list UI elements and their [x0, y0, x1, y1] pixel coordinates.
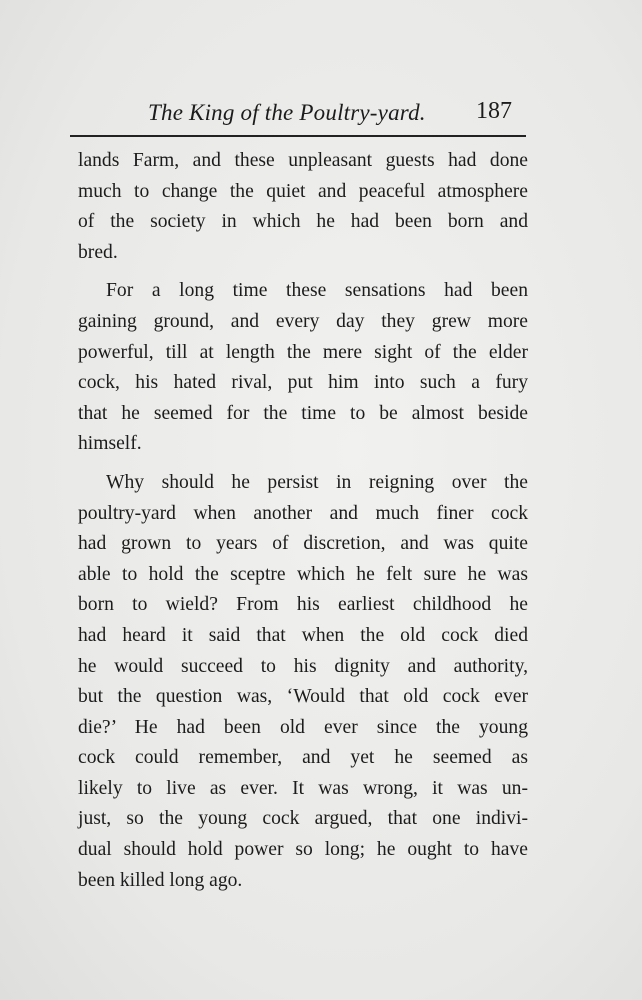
text-line: powerful, till at length the mere sight of the elder: [78, 341, 528, 363]
text-line: able to hold the sceptre which he felt sure he was: [78, 563, 528, 585]
page-number: 187: [476, 98, 512, 124]
text-line: himself.: [78, 433, 142, 455]
text-line: likely to live as ever. It was wrong, it was un-: [78, 777, 528, 799]
text-line: had heard it said that when the old cock died: [78, 624, 528, 646]
paragraph-gap: [78, 268, 528, 276]
text-line: Why should he persist in reigning over the: [106, 471, 528, 493]
paragraph-gap: [78, 460, 528, 468]
chapter-title: The King of the Poultry-yard.: [148, 100, 426, 125]
text-line: much to change the quiet and peaceful atmosphere: [78, 180, 528, 202]
text-line: had grown to years of discretion, and was quite: [78, 533, 528, 555]
text-line: poultry-yard when another and much finer cock: [78, 502, 528, 524]
text-line: cock could remember, and yet he seemed as: [78, 747, 528, 769]
text-line: bred.: [78, 241, 118, 263]
text-line: born to wield? From his earliest childhood he: [78, 594, 528, 616]
text-line: For a long time these sensations had been: [106, 280, 528, 302]
running-head: [78, 94, 526, 134]
text-line: dual should hold power so long; he ought to have: [78, 839, 528, 861]
text-line: that he seemed for the time to be almost beside: [78, 402, 528, 424]
text-line: cock, his hated rival, put him into such a fury: [78, 372, 528, 394]
text-line: die?’ He had been old ever since the young: [78, 716, 528, 738]
text-line: he would succeed to his dignity and authority,: [78, 655, 528, 677]
body-text: [78, 146, 528, 896]
text-line: lands Farm, and these unpleasant guests had done: [78, 150, 528, 171]
header-rule: [70, 135, 526, 137]
text-line: gaining ground, and every day they grew more: [78, 310, 528, 332]
text-line: of the society in which he had been born and: [78, 211, 528, 233]
text-line: but the question was, ‘Would that old cock ever: [78, 686, 528, 708]
text-line: been killed long ago.: [78, 869, 243, 891]
text-line: just, so the young cock argued, that one indivi-: [78, 808, 528, 830]
